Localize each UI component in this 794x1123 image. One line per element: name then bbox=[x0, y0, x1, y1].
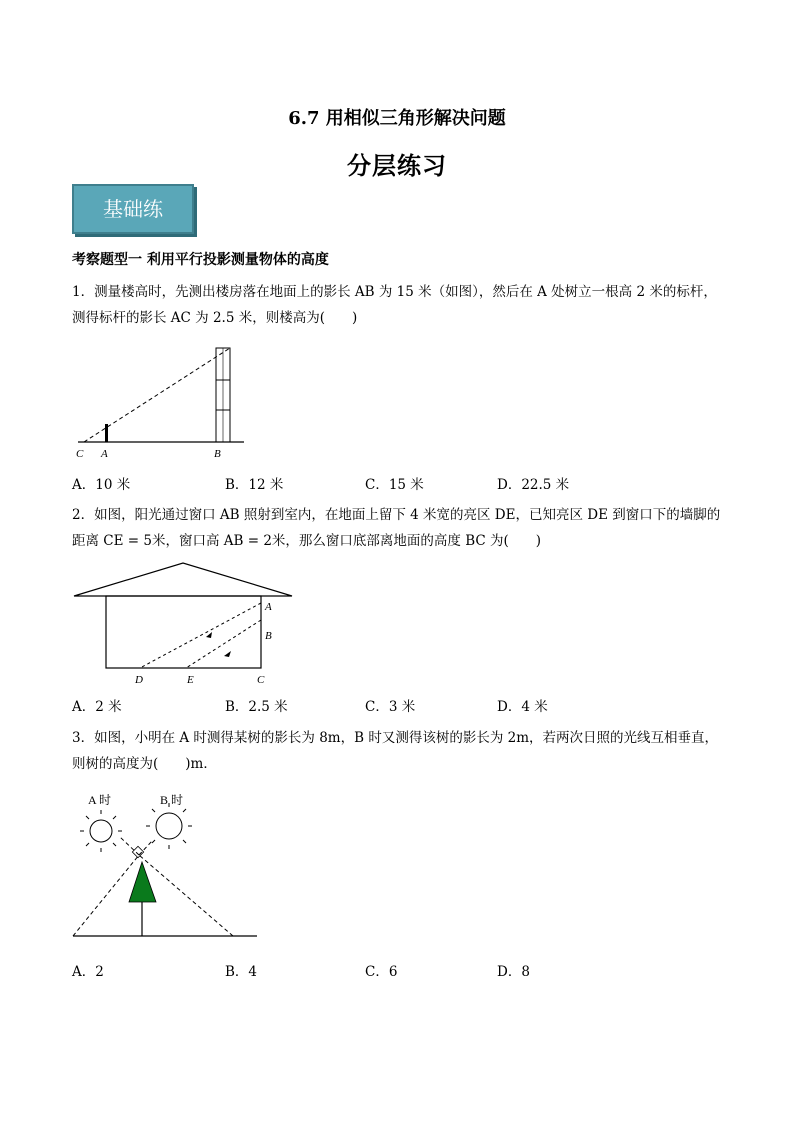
q1-option-c: C．15 米 bbox=[365, 477, 424, 493]
figure-2-room bbox=[106, 596, 261, 668]
q3-option-c: C．6 bbox=[365, 964, 398, 980]
question-3-line-1: 3．如图，小明在 A 时测得某树的影长为 8m，B 时又测得该树的影长为 2m，若两次日照的光线互相垂直， bbox=[72, 730, 718, 746]
section-title: 考察题型一 利用平行投影测量物体的高度 bbox=[72, 252, 329, 268]
question-3 bbox=[72, 725, 732, 777]
figure-3-label-b-time: B 时 bbox=[160, 793, 184, 807]
q2-option-b: B．2.5 米 bbox=[225, 699, 288, 715]
figure-2-ray-b bbox=[186, 620, 261, 668]
q2-option-d: D．4 米 bbox=[497, 699, 548, 715]
figure-1-building-shadow bbox=[78, 348, 244, 442]
question-2 bbox=[72, 502, 732, 554]
page-subtitle: 分层练习 bbox=[347, 151, 447, 180]
figure-2-ray-a bbox=[140, 603, 261, 668]
figure-1-label-c: C bbox=[76, 448, 84, 460]
level-badge: 基础练 bbox=[72, 184, 194, 234]
figure-3-label-a-time: A 时 bbox=[88, 793, 112, 807]
figure-2-label-e: E bbox=[187, 674, 194, 686]
q1-option-a: A．10 米 bbox=[72, 477, 131, 493]
sun-a-icon bbox=[80, 810, 122, 852]
figure-2-label-d: D bbox=[135, 674, 143, 686]
figure-2-label-b: B bbox=[265, 630, 272, 642]
figure-3-tree bbox=[129, 862, 156, 902]
question-1-line-1: 1．测量楼高时，先测出楼房落在地面上的影长 AB 为 15 米（如图），然后在 A 处树立一根高 2 米的标杆， bbox=[72, 284, 717, 300]
figure-2-label-a: A bbox=[265, 601, 272, 613]
sun-b-icon bbox=[146, 803, 192, 849]
q3-option-b: B．4 bbox=[225, 964, 258, 980]
q3-option-d: D．8 bbox=[497, 964, 530, 980]
page-title: 6.7 用相似三角形解决问题 bbox=[288, 108, 506, 129]
figure-3-tree-sun bbox=[73, 803, 257, 936]
q1-option-d: D．22.5 米 bbox=[497, 477, 570, 493]
question-2-line-2: 距离 CE = 5米，窗口高 AB = 2米，那么窗口底部离地面的高度 BC 为( ) bbox=[72, 533, 542, 549]
figure-2-window-light bbox=[74, 563, 292, 668]
question-1-line-2: 测得标杆的影长 AC 为 2.5 米，则楼高为( ) bbox=[72, 310, 358, 326]
figure-2-roof bbox=[74, 563, 292, 596]
figure-1-label-b: B bbox=[214, 448, 221, 460]
q3-option-a: A．2 bbox=[72, 964, 104, 980]
q2-option-c: C．3 米 bbox=[365, 699, 416, 715]
q2-option-a: A．2 米 bbox=[72, 699, 122, 715]
question-2-line-1: 2．如图，阳光通过窗口 AB 照射到室内，在地面上留下 4 米宽的亮区 DE，已知亮区 DE 到窗口下的墙脚的 bbox=[72, 507, 721, 523]
q1-option-b: B．12 米 bbox=[225, 477, 284, 493]
figure-1-pole bbox=[105, 424, 108, 442]
question-3-line-2: 则树的高度为( )m． bbox=[72, 756, 217, 772]
figure-2-label-c: C bbox=[257, 674, 265, 686]
figure-1-label-a: A bbox=[101, 448, 108, 460]
